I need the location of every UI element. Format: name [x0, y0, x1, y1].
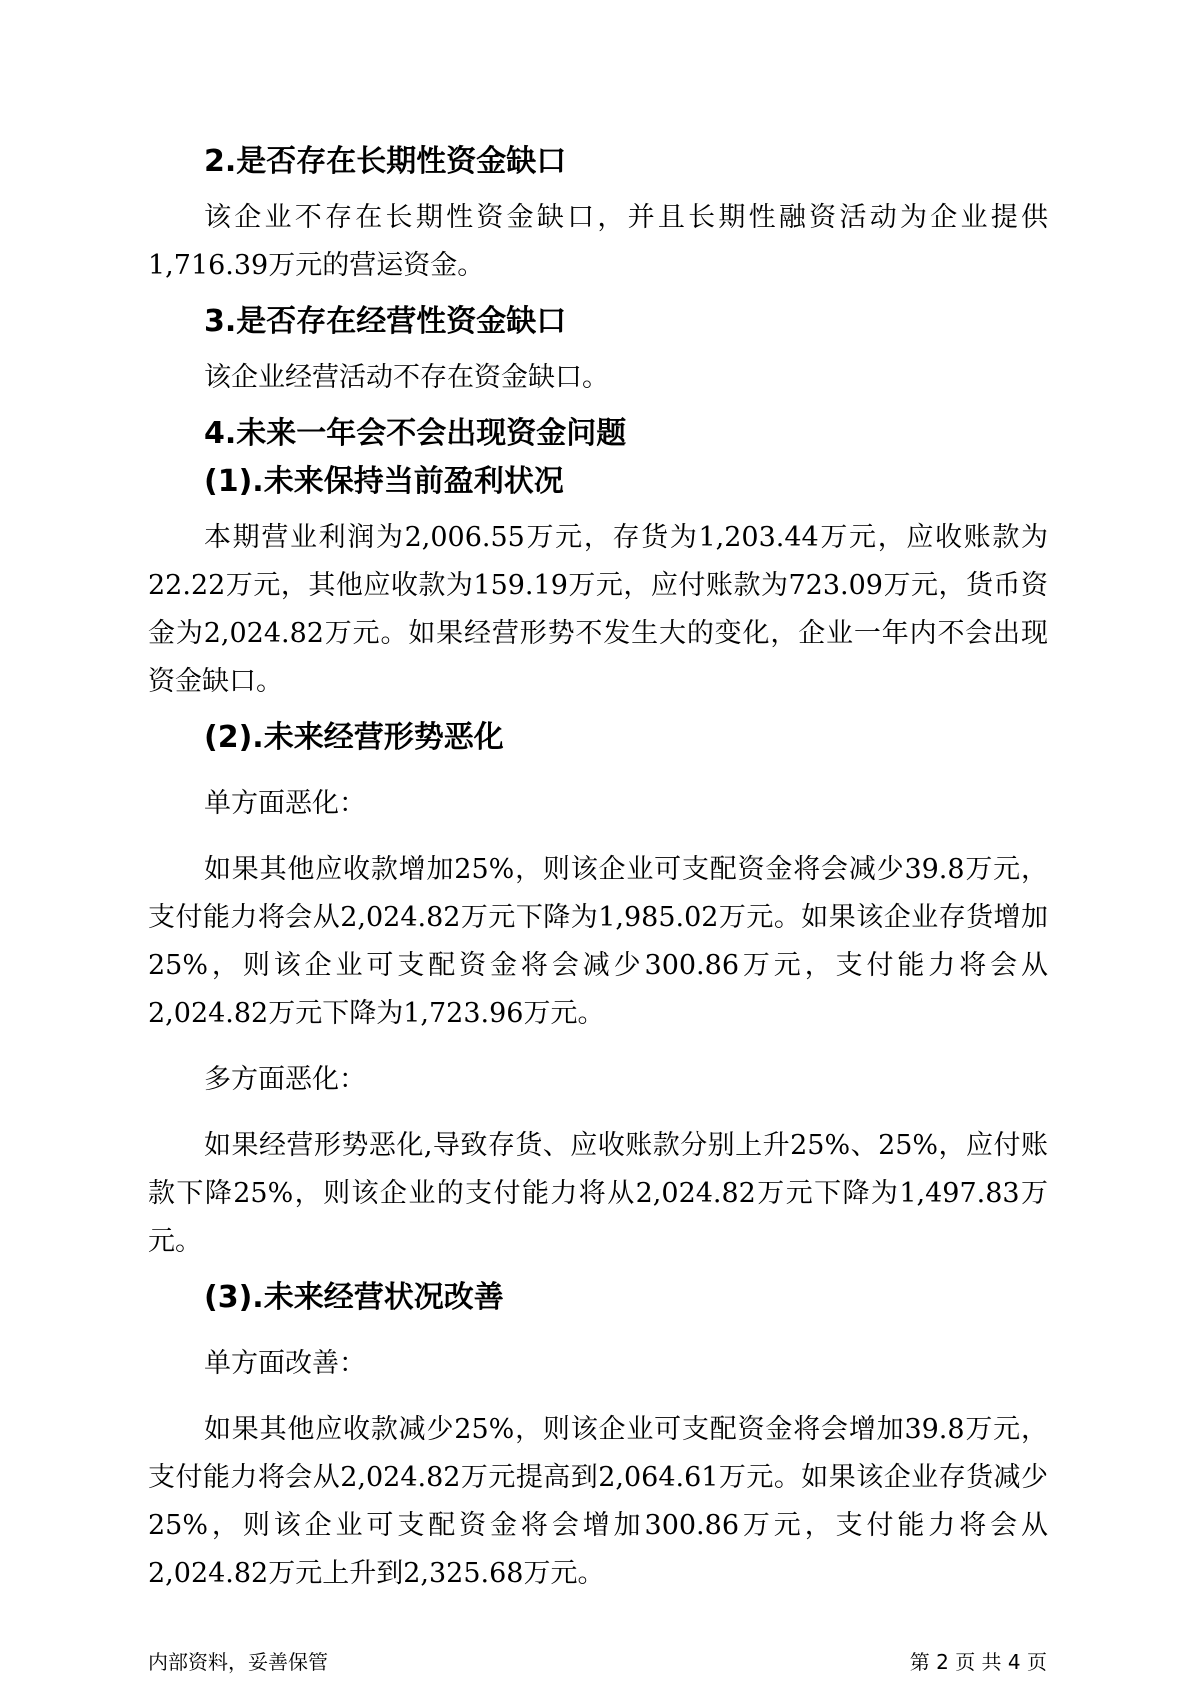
heading-improvement: (3).未来经营状况改善	[204, 1280, 504, 1315]
paragraph-maintain-profit: 本期营业利润为2,006.55万元，存货为1,203.44万元，应收账款为22.22万元，其他应收款为159.19万元，应付账款为723.09万元，货币资金为2,024.82万元。如果经营形势不发生大的变化，企业一年内不会出现资金缺口。	[148, 522, 1048, 697]
footer-page-number: 第 2 页 共 4 页	[909, 1650, 1047, 1674]
heading-maintain-profit: (1).未来保持当前盈利状况	[204, 464, 564, 499]
heading-long-term-gap: 2.是否存在长期性资金缺口	[204, 144, 567, 179]
label-multi-deterioration: 多方面恶化：	[204, 1064, 366, 1095]
heading-next-year: 4.未来一年会不会出现资金问题	[204, 416, 627, 451]
heading-operating-gap: 3.是否存在经营性资金缺口	[204, 304, 567, 339]
footer-confidential-note: 内部资料，妥善保管	[148, 1650, 328, 1674]
paragraph-long-term-gap: 该企业不存在长期性资金缺口，并且长期性融资活动为企业提供1,716.39万元的营运资金。	[148, 202, 1048, 281]
paragraph-single-improvement: 如果其他应收款减少25%，则该企业可支配资金将会增加39.8万元，支付能力将会从2,024.82万元提高到2,064.61万元。如果该企业存货减少25%，则该企业可支配资金将会增加300.86万元，支付能力将会从2,024.82万元上升到2,325.68万元。	[148, 1414, 1048, 1589]
label-single-deterioration: 单方面恶化：	[204, 788, 366, 819]
paragraph-operating-gap: 该企业经营活动不存在资金缺口。	[204, 362, 609, 393]
paragraph-single-deterioration: 如果其他应收款增加25%，则该企业可支配资金将会减少39.8万元，支付能力将会从2,024.82万元下降为1,985.02万元。如果该企业存货增加25%，则该企业可支配资金将会减少300.86万元，支付能力将会从2,024.82万元下降为1,723.96万元。	[148, 854, 1048, 1029]
label-single-improvement: 单方面改善：	[204, 1348, 366, 1379]
paragraph-multi-deterioration: 如果经营形势恶化,导致存货、应收账款分别上升25%、25%，应付账款下降25%，则该企业的支付能力将从2,024.82万元下降为1,497.83万元。	[148, 1130, 1048, 1257]
heading-deterioration: (2).未来经营形势恶化	[204, 720, 504, 755]
document-body	[148, 138, 1048, 1598]
